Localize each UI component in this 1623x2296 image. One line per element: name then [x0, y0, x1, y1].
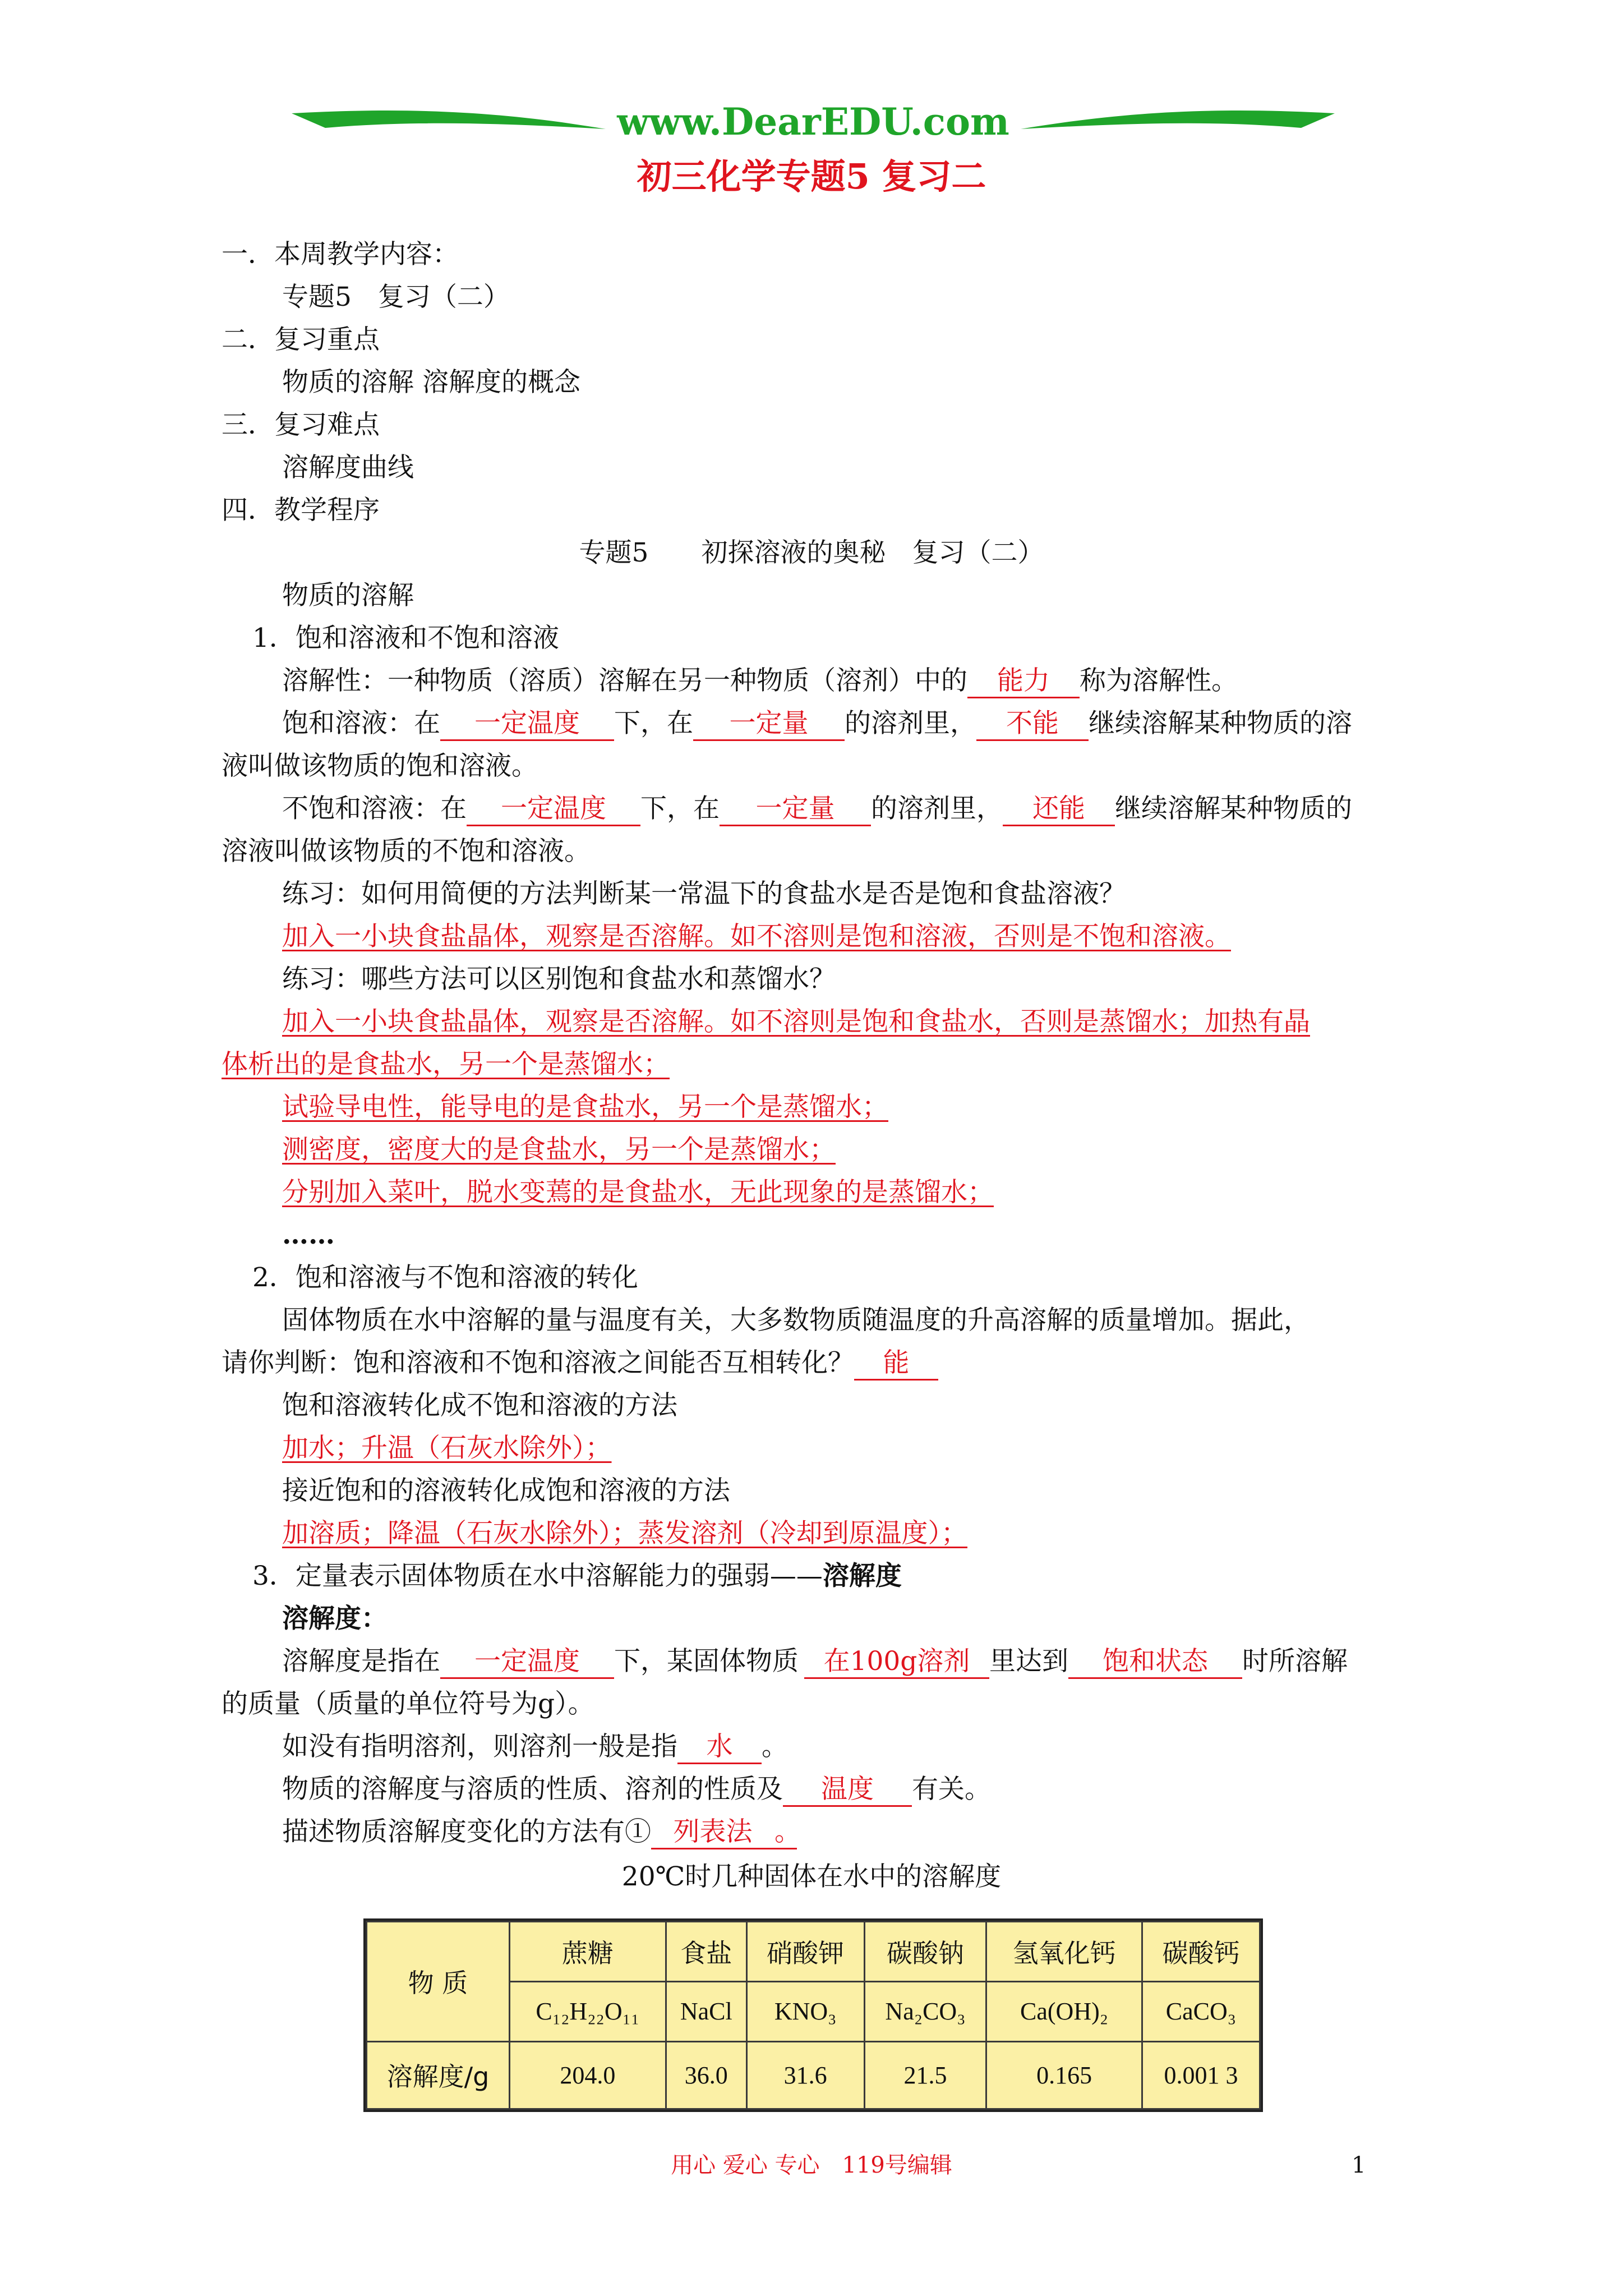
- page-title: 初三化学专题5 复习二: [637, 156, 986, 197]
- saturated-definition-cont: 液叫做该物质的饱和溶液。: [222, 751, 538, 781]
- unsaturated-definition-cont: 溶液叫做该物质的不饱和溶液。: [222, 836, 591, 867]
- exercise1-answer: 加入一小块食盐晶体，观察是否溶解。如不溶则是饱和溶液，否则是不饱和溶液。: [282, 921, 1231, 952]
- substance-name: 蔗糖: [509, 1922, 666, 1982]
- solubility-value: 0.165: [986, 2041, 1142, 2109]
- method2-answer: 加溶质；降温（石灰水除外）；蒸发溶剂（冷却到原温度）；: [282, 1518, 967, 1549]
- solubility-value: 204.0: [509, 2041, 666, 2109]
- exercise2-answer-1: 加入一小块食盐晶体，观察是否溶解。如不溶则是饱和食盐水，否则是蒸馏水；加热有晶: [282, 1006, 1310, 1037]
- method1-answer: 加水；升温（石灰水除外）；: [282, 1433, 612, 1464]
- solubility-value: 0.001 3: [1142, 2041, 1260, 2109]
- answer-blank: 饱和状态: [1068, 1646, 1242, 1679]
- answer-blank: 还能: [1003, 793, 1115, 826]
- substance-name: 碳酸钠: [864, 1922, 986, 1982]
- substance-formula: NaCl: [666, 1981, 746, 2041]
- substance-name: 碳酸钙: [1142, 1922, 1260, 1982]
- center-title: 专题5 初探溶液的奥秘 复习（二）: [579, 537, 1044, 568]
- row-label-substance: 物 质: [367, 1922, 510, 2042]
- row-label-solubility: 溶解度/g: [367, 2041, 510, 2109]
- answer-blank: 列表法: [651, 1816, 774, 1849]
- section1-body: 专题5 复习（二）: [282, 282, 510, 312]
- substance-formula: CaCO₃: [1142, 1981, 1260, 2041]
- footer-text: 用心 爱心 专心 119号编辑: [671, 2152, 952, 2178]
- part2-heading: 2．饱和溶液与不饱和溶液的转化: [252, 1262, 638, 1293]
- substance-name: 食盐: [666, 1922, 746, 1982]
- table-caption: 20℃时几种固体在水中的溶解度: [621, 1861, 1002, 1892]
- substance-name: 氢氧化钙: [986, 1922, 1142, 1982]
- substance-name: 硝酸钾: [746, 1922, 864, 1982]
- solubility-definition: 溶解性：一种物质（溶质）溶解在另一种物质（溶剂）中的 能力 称为溶解性。: [282, 664, 1238, 698]
- exercise2-answer-2: 体析出的是食盐水，另一个是蒸馏水；: [222, 1049, 670, 1080]
- answer-blank: 在100g溶剂: [804, 1646, 989, 1679]
- section4-heading: 四．教学程序: [222, 495, 380, 526]
- topic-heading: 物质的溶解: [282, 580, 414, 611]
- answer-blank: 一定温度: [467, 793, 640, 826]
- unsaturated-definition: 不饱和溶液：在 一定温度 下，在 一定量 的溶剂里， 还能 继续溶解某种物质的: [282, 792, 1352, 826]
- exercise2-answer-5: 分别加入菜叶，脱水变蔫的是食盐水，无此现象的是蒸馏水；: [282, 1177, 994, 1208]
- ellipsis: ……: [282, 1220, 335, 1250]
- exercise2-answer-3: 试验导电性，能导电的是食盐水，另一个是蒸馏水；: [282, 1092, 888, 1122]
- answer-blank: 一定量: [693, 708, 845, 741]
- answer-blank: 不能: [976, 708, 1089, 741]
- method2-label: 接近饱和的溶液转化成饱和溶液的方法: [282, 1475, 730, 1506]
- section2-body: 物质的溶解 溶解度的概念: [282, 367, 580, 398]
- answer-blank: 能: [854, 1347, 938, 1381]
- solvent-sentence: 如没有指明溶剂，则溶剂一般是指 水 。: [282, 1730, 788, 1764]
- solubility-definition-cont: 的质量（质量的单位符号为g）。: [222, 1688, 594, 1719]
- exercise2-question: 练习：哪些方法可以区别饱和食盐水和蒸馏水？: [282, 964, 836, 995]
- answer-blank: 水: [677, 1731, 762, 1764]
- site-name: www.DearEDU.com: [617, 101, 1009, 144]
- part1-heading: 1．饱和溶液和不饱和溶液: [252, 623, 559, 654]
- solubility-table: [363, 1918, 1263, 2112]
- factor-sentence: 物质的溶解度与溶质的性质、溶剂的性质及 温度 有关。: [282, 1773, 991, 1807]
- solubility-label: 溶解度：: [282, 1603, 388, 1634]
- solubility-value: 36.0: [666, 2041, 746, 2109]
- section1-heading: 一．本周教学内容：: [222, 239, 459, 270]
- method1-label: 饱和溶液转化成不饱和溶液的方法: [282, 1390, 677, 1421]
- substance-formula: C₁₂H₂₂O₁₁: [509, 1981, 666, 2041]
- substance-formula: Ca(OH)₂: [986, 1981, 1142, 2041]
- page-number: 1: [1352, 2152, 1366, 2178]
- solubility-value: 31.6: [746, 2041, 864, 2109]
- solubility-value: 21.5: [864, 2041, 986, 2109]
- section3-body: 溶解度曲线: [282, 452, 414, 483]
- exercise1-question: 练习：如何用简便的方法判断某一常温下的食盐水是否是饱和食盐溶液？: [282, 878, 1126, 909]
- answer-blank: 一定温度: [440, 1646, 614, 1679]
- part2-paragraph: 固体物质在水中溶解的量与温度有关，大多数物质随温度的升高溶解的质量增加。据此，: [282, 1305, 1310, 1336]
- substance-formula: Na₂CO₃: [864, 1981, 986, 2041]
- exercise2-answer-4: 测密度，密度大的是食盐水，另一个是蒸馏水；: [282, 1134, 836, 1165]
- banner-right-swoosh: [1021, 111, 1335, 129]
- method-sentence: 描述物质溶解度变化的方法有① 列表法 。: [282, 1815, 797, 1849]
- part2-question: 请你判断：饱和溶液和不饱和溶液之间能否互相转化？ 能: [222, 1346, 938, 1381]
- saturated-definition: 饱和溶液：在 一定温度 下，在 一定量 的溶剂里， 不能 继续溶解某种物质的溶: [282, 707, 1352, 741]
- answer-blank: 能力: [967, 665, 1080, 698]
- substance-formula: KNO₃: [746, 1981, 864, 2041]
- solubility-definition-full: 溶解度是指在 一定温度 下，某固体物质 在100g溶剂 里达到 饱和状态 时所溶解: [282, 1645, 1348, 1679]
- section3-heading: 三．复习难点: [222, 409, 380, 440]
- section2-heading: 二．复习重点: [222, 324, 380, 355]
- part3-heading: 3．定量表示固体物质在水中溶解能力的强弱——溶解度: [252, 1561, 902, 1591]
- answer-blank: 一定量: [720, 793, 871, 826]
- answer-blank: 温度: [783, 1774, 912, 1807]
- answer-blank: 一定温度: [440, 708, 614, 741]
- banner-left-swoosh: [292, 111, 606, 129]
